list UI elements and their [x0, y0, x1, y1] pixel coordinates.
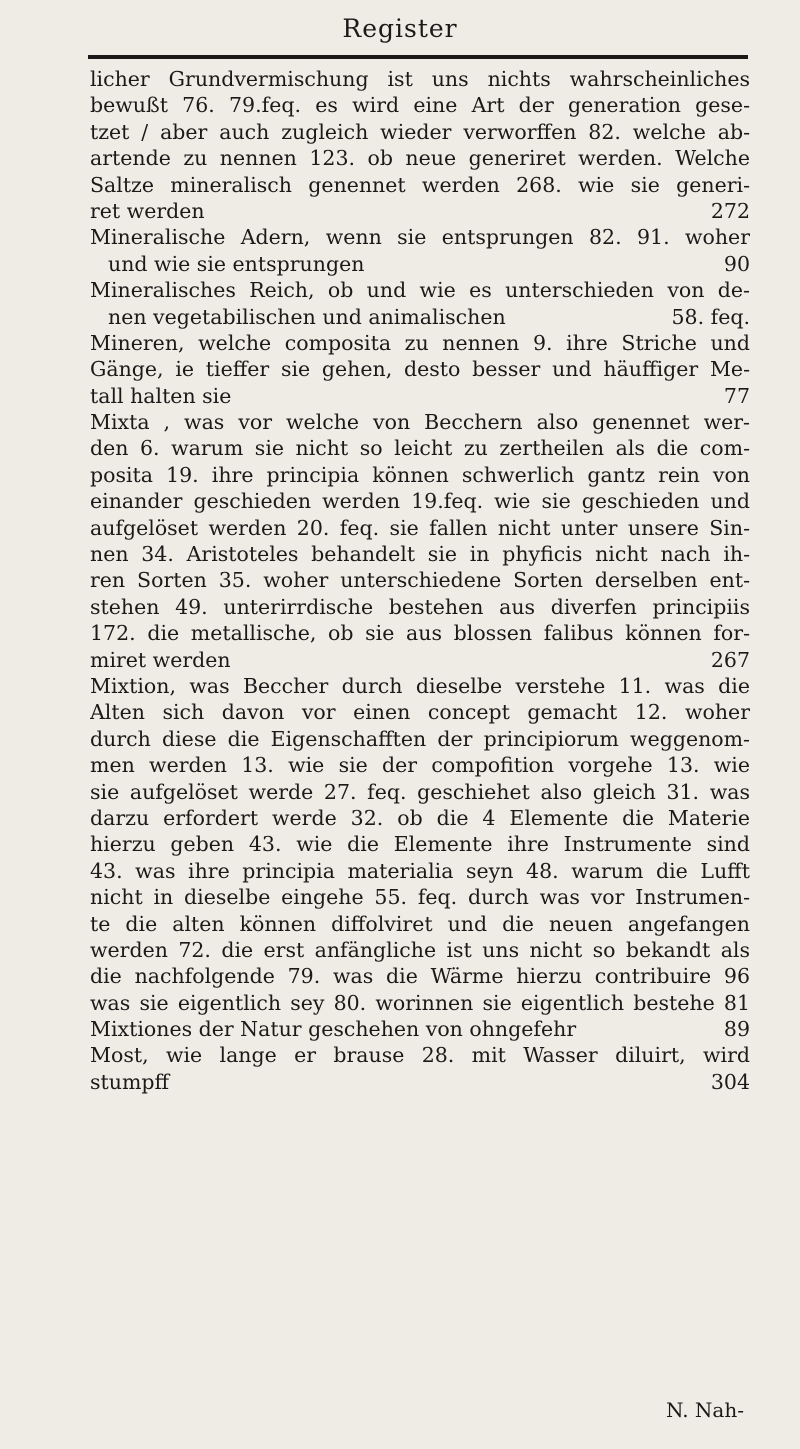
index-line [90, 145, 750, 171]
index-line [90, 594, 750, 620]
index-line-text: einander geschieden werden 19.feq. wie sie geschieden und [90, 489, 750, 514]
index-line-text: Gänge, ie tieffer sie gehen, desto besser und häuffiger Me- [90, 357, 750, 382]
index-line-text: aufgelöset werden 20. feq. sie fallen nicht unter unsere Sin- [90, 515, 750, 540]
index-line-text: Mixta , was vor welche von Becchern also genennet wer- [90, 410, 750, 435]
index-line-text: bewußt 76. 79.feq. es wird eine Art der generation gese- [90, 93, 750, 118]
index-line [90, 990, 750, 1016]
index-line-text: licher Grundvermischung ist uns nichts wahrscheinliches [90, 67, 750, 91]
index-line [90, 699, 750, 725]
index-line-text: 43. was ihre principia materialia seyn 48. warum die Lufft [90, 858, 750, 883]
running-head: Register [342, 14, 458, 43]
page-reference: 272 [710, 198, 750, 223]
index-line [90, 488, 750, 514]
index-line [90, 1069, 750, 1095]
catchword: N. Nah- [666, 1398, 744, 1422]
index-line-text: Mineren, welche composita zu nennen 9. ihre Striche und [90, 330, 750, 355]
index-line [90, 937, 750, 963]
index-line-text: nicht in dieselbe eingehe 55. feq. durch was vor Instrumen- [90, 885, 750, 910]
index-line [90, 383, 750, 409]
index-line-text: tzet / aber auch zugleich wieder verworffen 82. welche ab- [90, 119, 750, 144]
index-line-text: Mineralisches Reich, ob und wie es unterschieden von de- [90, 278, 750, 303]
index-body [90, 66, 750, 1095]
index-line-text: posita 19. ihre principia können schwerlich gantz rein von [90, 462, 750, 487]
index-line-text: te die alten können diffolviret und die neuen angefangen [90, 911, 750, 936]
index-line [90, 726, 750, 752]
index-line-text: stehen 49. unterirrdische bestehen aus diverfen principiis [90, 594, 750, 619]
index-line [90, 647, 750, 673]
index-line [90, 779, 750, 805]
header-rule [88, 55, 748, 59]
index-line [90, 1042, 750, 1068]
index-line-text: was sie eigentlich sey 80. worinnen sie eigentlich bestehe 81 [90, 990, 750, 1015]
page-reference: 58. feq. [671, 304, 750, 329]
index-line [90, 541, 750, 567]
index-line [90, 831, 750, 857]
index-line [90, 92, 750, 118]
index-line [90, 620, 750, 646]
index-line [90, 515, 750, 541]
index-line [90, 1016, 750, 1042]
index-line [90, 277, 750, 303]
index-line-text: ren Sorten 35. woher unterschiedene Sorten derselben ent- [90, 568, 750, 593]
index-line [90, 224, 750, 250]
index-line-text: ret werden [90, 198, 205, 223]
index-line [90, 884, 750, 910]
index-line-text: Mixtion, was Beccher durch dieselbe verstehe 11. was die [90, 673, 750, 698]
index-line-text: die nachfolgende 79. was die Wärme hierzu contribuire 96 [90, 964, 750, 989]
index-line [90, 752, 750, 778]
index-line-text: Alten sich davon vor einen concept gemacht 12. woher [90, 700, 750, 725]
index-line [90, 119, 750, 145]
page-reference: 90 [723, 251, 750, 276]
index-line [90, 673, 750, 699]
page-reference: 304 [710, 1069, 750, 1094]
index-line [90, 858, 750, 884]
index-line-text: Saltze mineralisch genennet werden 268. wie sie generi- [90, 172, 750, 197]
index-line-text: sie aufgelöset werde 27. feq. geschiehet also gleich 31. was [90, 779, 750, 804]
index-line-text: stumpff [90, 1069, 170, 1094]
index-line-text: artende zu nennen 123. ob neue generiret werden. Welche [90, 146, 750, 171]
index-line-text: tall halten sie [90, 383, 232, 408]
index-line [90, 172, 750, 198]
index-line-text: den 6. warum sie nicht so leicht zu zertheilen als die com- [90, 436, 750, 461]
page-reference: 89 [723, 1017, 750, 1042]
index-line-text: men werden 13. wie sie der compofition vorgehe 13. wie [90, 753, 750, 778]
index-line [90, 330, 750, 356]
index-line [90, 356, 750, 382]
index-line [90, 435, 750, 461]
index-line [90, 304, 750, 330]
index-line-text: Most, wie lange er brause 28. mit Wasser diluirt, wird [90, 1043, 750, 1068]
index-line-text: miret werden [90, 647, 231, 672]
index-line-text: Mineralische Adern, wenn sie entsprungen 82. 91. woher [90, 225, 750, 250]
index-line [90, 911, 750, 937]
page-reference: 77 [723, 383, 750, 408]
index-line-text: durch diese die Eigenschafften der principiorum weggenom- [90, 726, 750, 751]
index-line-text: und wie sie entsprungen [108, 251, 365, 276]
index-line [90, 409, 750, 435]
index-line [90, 567, 750, 593]
index-line-text: Mixtiones der Natur geschehen von ohngefehr [90, 1017, 577, 1042]
index-line [90, 805, 750, 831]
index-line-text: nen 34. Aristoteles behandelt sie in phyficis nicht nach ih- [90, 542, 750, 567]
index-line-text: hierzu geben 43. wie die Elemente ihre Instrumente sind [90, 832, 750, 857]
index-line [90, 198, 750, 224]
index-line [90, 963, 750, 989]
index-line-text: nen vegetabilischen und animalischen [108, 304, 506, 329]
index-line [90, 462, 750, 488]
index-line [90, 66, 750, 92]
index-line-text: werden 72. die erst anfängliche ist uns nicht so bekandt als [90, 937, 750, 962]
index-line-text: 172. die metallische, ob sie aus blossen falibus können for- [90, 621, 750, 646]
index-line [90, 251, 750, 277]
index-line-text: darzu erfordert werde 32. ob die 4 Elemente die Materie [90, 805, 750, 830]
page-reference: 267 [710, 647, 750, 672]
